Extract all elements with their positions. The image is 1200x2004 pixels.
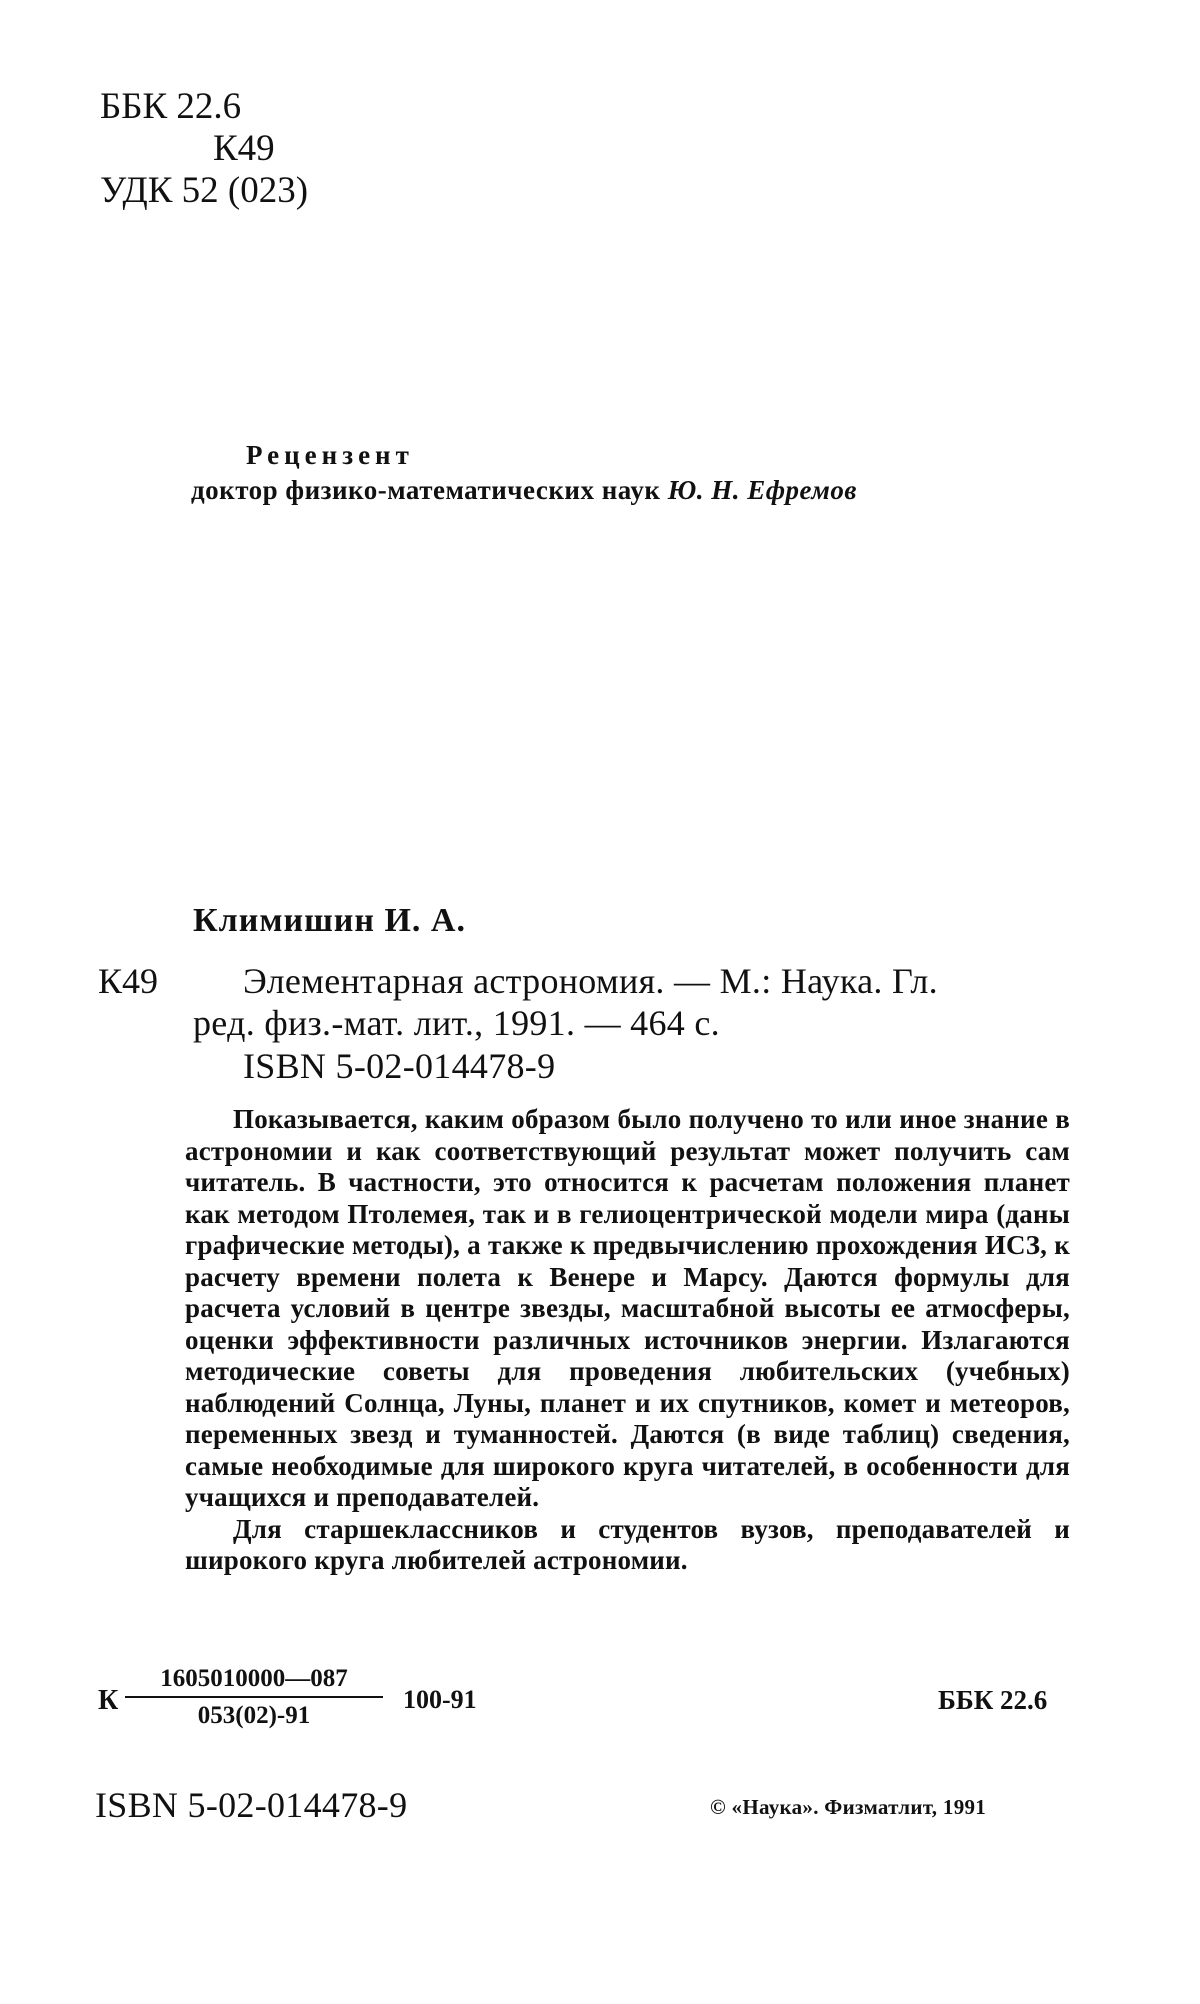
reviewer-name: Ю. Н. Ефремов bbox=[667, 475, 857, 505]
publishing-code-fraction bbox=[125, 1664, 383, 1731]
publishing-code-denominator: 053(02)-91 bbox=[197, 1702, 311, 1729]
reviewer-line bbox=[191, 475, 857, 506]
author-heading: Климишин И. А. bbox=[193, 902, 466, 939]
bottom-bbk-index: ББК 22.6 bbox=[938, 1685, 1048, 1715]
card-isbn: ISBN 5-02-014478-9 bbox=[243, 1046, 556, 1086]
annotation-audience: Для старшеклассников и студентов вузов, преподавателей и широкого круга любителей астрономии. bbox=[185, 1513, 1070, 1575]
annotation-description: Показывается, каким образом было получено то или иное знание в астрономии и как соответствующий результат может получить сам читатель. В частности, это относится к расчетам положения планет как методом Птолемея, так и в гелиоцентрической модели мира (даны графические методы), а также к предвычислению прохождения ИСЗ, к расчету времени полета к Венере и Марсу. Даются формулы для расчета условий в центре звезды, масштабной высоты ее атмосферы, оценки эффективности различных источников энергии. Излагаются методические советы для проведения любительских (учебных) наблюдений Солнца, Луны, планет и их спутников, комет и метеоров, переменных звезд и туманностей. Даются (в виде таблиц) сведения, самые необходимые для широкого круга читателей, в особенности для учащихся и преподавателей. bbox=[185, 1104, 1070, 1512]
copyright-notice: © «Наука». Физматлит, 1991 bbox=[710, 1795, 987, 1819]
udk-index: УДК 52 (023) bbox=[100, 170, 309, 211]
bbk-index: ББК 22.6 bbox=[100, 86, 242, 127]
author-mark-code: К49 bbox=[213, 128, 275, 169]
footer-isbn: ISBN 5-02-014478-9 bbox=[95, 1785, 408, 1825]
publishing-code-numerator: 1605010000—087 bbox=[125, 1664, 383, 1698]
reviewer-degree: доктор физико-математических наук bbox=[191, 475, 661, 505]
reviewer-title: Рецензент bbox=[246, 440, 414, 470]
card-imprint-line: ред. физ.-мат. лит., 1991. — 464 с. bbox=[193, 1003, 720, 1043]
publishing-code-letter: К bbox=[98, 1685, 119, 1716]
order-number: 100-91 bbox=[403, 1685, 477, 1714]
annotation bbox=[185, 1104, 1070, 1577]
card-author-mark: К49 bbox=[98, 961, 159, 1001]
card-title-line: Элементарная астрономия. — М.: Наука. Гл. bbox=[243, 961, 938, 1001]
